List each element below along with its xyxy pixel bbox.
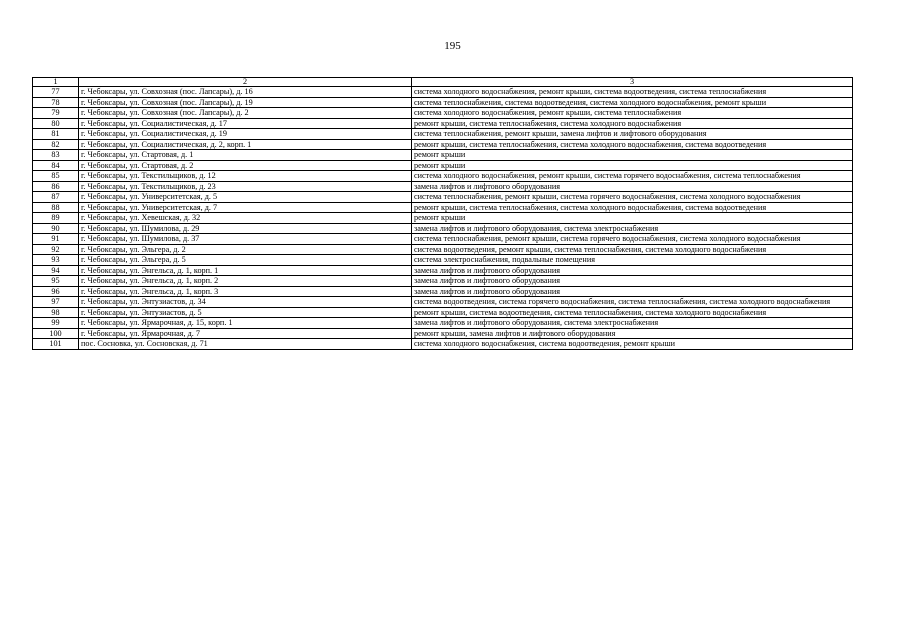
row-address: пос. Сосновка, ул. Сосновская, д. 71 xyxy=(79,339,412,350)
row-number: 79 xyxy=(33,108,79,119)
row-number: 87 xyxy=(33,192,79,203)
row-works: система холодного водоснабжения, система водоотведения, ремонт крыши xyxy=(412,339,853,350)
row-address: г. Чебоксары, ул. Ярмарочная, д. 7 xyxy=(79,328,412,339)
table-row xyxy=(33,87,853,98)
table-row xyxy=(33,202,853,213)
row-works: замена лифтов и лифтового оборудования, система электроснабжения xyxy=(412,318,853,329)
row-works: система теплоснабжения, ремонт крыши, система горячего водоснабжения, система холодного водоснабжения xyxy=(412,234,853,245)
table-row xyxy=(33,244,853,255)
row-works: замена лифтов и лифтового оборудования xyxy=(412,181,853,192)
table-row xyxy=(33,223,853,234)
row-number: 97 xyxy=(33,297,79,308)
row-address: г. Чебоксары, ул. Университетская, д. 7 xyxy=(79,202,412,213)
row-number: 82 xyxy=(33,139,79,150)
row-works: система теплоснабжения, система водоотведения, система холодного водоснабжения, ремонт крыши xyxy=(412,97,853,108)
table-row xyxy=(33,139,853,150)
row-number: 99 xyxy=(33,318,79,329)
row-works: система электроснабжения, подвальные помещения xyxy=(412,255,853,266)
row-number: 91 xyxy=(33,234,79,245)
table-row xyxy=(33,297,853,308)
row-number: 77 xyxy=(33,87,79,98)
row-works: система холодного водоснабжения, ремонт крыши, система горячего водоснабжения, система теплоснабжения xyxy=(412,171,853,182)
table-row xyxy=(33,307,853,318)
row-address: г. Чебоксары, ул. Эльгера, д. 2 xyxy=(79,244,412,255)
row-works: замена лифтов и лифтового оборудования xyxy=(412,276,853,287)
table-row xyxy=(33,97,853,108)
row-works: ремонт крыши, система теплоснабжения, система холодного водоснабжения xyxy=(412,118,853,129)
row-number: 84 xyxy=(33,160,79,171)
row-number: 89 xyxy=(33,213,79,224)
row-address: г. Чебоксары, ул. Эльгера, д. 5 xyxy=(79,255,412,266)
table-row xyxy=(33,265,853,276)
row-number: 98 xyxy=(33,307,79,318)
table-body xyxy=(33,87,853,350)
row-address: г. Чебоксары, ул. Шумилова, д. 37 xyxy=(79,234,412,245)
row-number: 96 xyxy=(33,286,79,297)
page-number: 195 xyxy=(444,40,461,52)
row-number: 81 xyxy=(33,129,79,140)
row-number: 100 xyxy=(33,328,79,339)
column-header-address: 2 xyxy=(79,78,412,87)
row-works: ремонт крыши, система теплоснабжения, система холодного водоснабжения, система водоотведения xyxy=(412,202,853,213)
row-number: 86 xyxy=(33,181,79,192)
row-works: ремонт крыши xyxy=(412,150,853,161)
row-works: замена лифтов и лифтового оборудования, система электроснабжения xyxy=(412,223,853,234)
row-works: система водоотведения, ремонт крыши, система теплоснабжения, система холодного водоснабжения xyxy=(412,244,853,255)
table-row xyxy=(33,160,853,171)
row-address: г. Чебоксары, ул. Текстильщиков, д. 12 xyxy=(79,171,412,182)
row-works: замена лифтов и лифтового оборудования xyxy=(412,265,853,276)
row-address: г. Чебоксары, ул. Социалистическая, д. 17 xyxy=(79,118,412,129)
row-number: 80 xyxy=(33,118,79,129)
table-header-row xyxy=(33,78,853,87)
row-address: г. Чебоксары, ул. Шумилова, д. 29 xyxy=(79,223,412,234)
row-number: 90 xyxy=(33,223,79,234)
row-works: замена лифтов и лифтового оборудования xyxy=(412,286,853,297)
row-address: г. Чебоксары, ул. Энгельса, д. 1, корп. 1 xyxy=(79,265,412,276)
row-number: 94 xyxy=(33,265,79,276)
row-number: 88 xyxy=(33,202,79,213)
row-address: г. Чебоксары, ул. Хевешская, д. 32 xyxy=(79,213,412,224)
table-row xyxy=(33,213,853,224)
row-number: 95 xyxy=(33,276,79,287)
row-number: 92 xyxy=(33,244,79,255)
row-address: г. Чебоксары, ул. Социалистическая, д. 19 xyxy=(79,129,412,140)
row-works: система теплоснабжения, ремонт крыши, замена лифтов и лифтового оборудования xyxy=(412,129,853,140)
row-address: г. Чебоксары, ул. Стартовая, д. 2 xyxy=(79,160,412,171)
table-row xyxy=(33,171,853,182)
table-row xyxy=(33,339,853,350)
table-row xyxy=(33,286,853,297)
table-row xyxy=(33,318,853,329)
row-works: ремонт крыши xyxy=(412,213,853,224)
row-address: г. Чебоксары, ул. Энгельса, д. 1, корп. 2 xyxy=(79,276,412,287)
table-row xyxy=(33,118,853,129)
table-row xyxy=(33,150,853,161)
row-works: система холодного водоснабжения, ремонт крыши, система теплоснабжения xyxy=(412,108,853,119)
table-row xyxy=(33,255,853,266)
row-works: ремонт крыши, замена лифтов и лифтового оборудования xyxy=(412,328,853,339)
row-works: система холодного водоснабжения, ремонт крыши, система водоотведения, система теплоснабжения xyxy=(412,87,853,98)
row-address: г. Чебоксары, ул. Энтузиастов, д. 5 xyxy=(79,307,412,318)
row-address: г. Чебоксары, ул. Совхозная (пос. Лапсары), д. 19 xyxy=(79,97,412,108)
row-number: 101 xyxy=(33,339,79,350)
row-number: 78 xyxy=(33,97,79,108)
row-address: г. Чебоксары, ул. Социалистическая, д. 2, корп. 1 xyxy=(79,139,412,150)
table-row xyxy=(33,108,853,119)
row-works: ремонт крыши, система теплоснабжения, система холодного водоснабжения, система водоотведения xyxy=(412,139,853,150)
table-row xyxy=(33,234,853,245)
row-address: г. Чебоксары, ул. Совхозная (пос. Лапсары), д. 16 xyxy=(79,87,412,98)
repair-table xyxy=(32,77,853,350)
row-works: ремонт крыши xyxy=(412,160,853,171)
row-number: 83 xyxy=(33,150,79,161)
row-address: г. Чебоксары, ул. Университетская, д. 5 xyxy=(79,192,412,203)
row-works: ремонт крыши, система водоотведения, система теплоснабжения, система холодного водоснабжения xyxy=(412,307,853,318)
table-row xyxy=(33,129,853,140)
table-row xyxy=(33,181,853,192)
row-address: г. Чебоксары, ул. Энгельса, д. 1, корп. 3 xyxy=(79,286,412,297)
row-address: г. Чебоксары, ул. Энтузиастов, д. 34 xyxy=(79,297,412,308)
column-header-number: 1 xyxy=(33,78,79,87)
row-number: 85 xyxy=(33,171,79,182)
row-address: г. Чебоксары, ул. Текстильщиков, д. 23 xyxy=(79,181,412,192)
table-row xyxy=(33,276,853,287)
row-works: система теплоснабжения, ремонт крыши, система горячего водоснабжения, система холодного водоснабжения xyxy=(412,192,853,203)
table-row xyxy=(33,192,853,203)
row-number: 93 xyxy=(33,255,79,266)
table-row xyxy=(33,328,853,339)
row-address: г. Чебоксары, ул. Совхозная (пос. Лапсары), д. 2 xyxy=(79,108,412,119)
column-header-works: 3 xyxy=(412,78,853,87)
row-address: г. Чебоксары, ул. Стартовая, д. 1 xyxy=(79,150,412,161)
row-works: система водоотведения, система горячего водоснабжения, система теплоснабжения, система холодного водоснабжения xyxy=(412,297,853,308)
row-address: г. Чебоксары, ул. Ярмарочная, д. 15, корп. 1 xyxy=(79,318,412,329)
